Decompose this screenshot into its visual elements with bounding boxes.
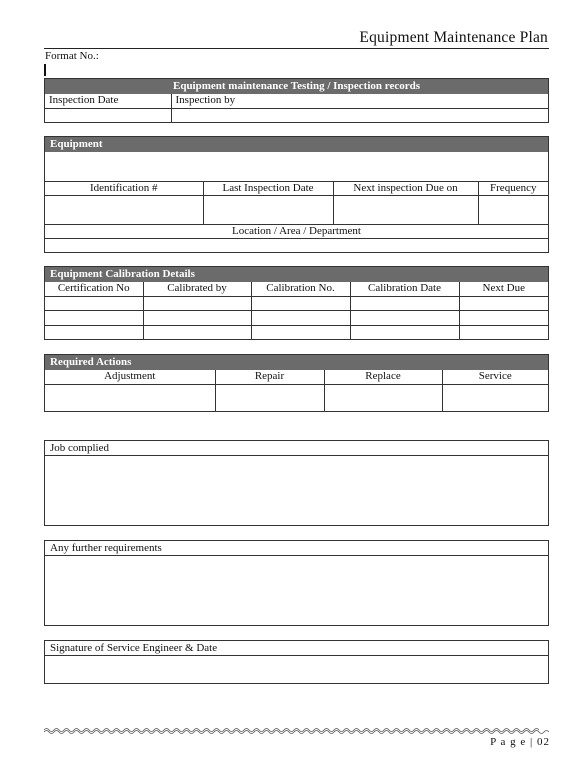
document-title: Equipment Maintenance Plan — [359, 29, 548, 46]
signature-section — [44, 640, 549, 684]
identification-column: Identification # — [45, 181, 203, 195]
equipment-table — [45, 152, 548, 252]
calibrated-by-column: Calibrated by — [143, 282, 251, 296]
table-cell[interactable] — [143, 296, 251, 310]
adjustment-column: Adjustment — [45, 370, 215, 384]
table-cell[interactable] — [251, 296, 350, 310]
replace-column: Replace — [324, 370, 442, 384]
job-complied-label: Job complied — [45, 441, 548, 456]
next-inspection-column: Next inspection Due on — [333, 181, 478, 195]
calibration-date-column: Calibration Date — [350, 282, 459, 296]
calibration-section — [44, 266, 549, 340]
table-cell[interactable] — [350, 325, 459, 339]
last-inspection-field[interactable] — [203, 195, 333, 224]
table-row — [45, 310, 548, 325]
equipment-header: Equipment — [45, 137, 548, 152]
page-number: P a g e | 02 — [490, 736, 550, 748]
table-cell[interactable] — [350, 310, 459, 325]
inspection-date-label: Inspection Date — [45, 94, 171, 108]
inspection-records-header: Equipment maintenance Testing / Inspection records — [45, 79, 548, 94]
table-cell[interactable] — [251, 310, 350, 325]
further-requirements-field[interactable] — [45, 556, 548, 625]
inspection-by-field[interactable] — [171, 108, 548, 122]
further-requirements-label: Any further requirements — [45, 541, 548, 556]
required-actions-section — [44, 354, 549, 412]
table-cell[interactable] — [459, 296, 548, 310]
signature-field[interactable] — [45, 656, 548, 683]
inspection-by-label: Inspection by — [171, 94, 548, 108]
further-requirements-section — [44, 540, 549, 626]
table-cell[interactable] — [143, 310, 251, 325]
table-cell[interactable] — [350, 296, 459, 310]
table-cell[interactable] — [251, 325, 350, 339]
inspection-table — [45, 94, 548, 122]
service-column: Service — [442, 370, 548, 384]
repair-field[interactable] — [215, 384, 324, 411]
certification-no-column: Certification No — [45, 282, 143, 296]
inspection-date-field[interactable] — [45, 108, 171, 122]
frequency-column: Frequency — [478, 181, 548, 195]
repair-column: Repair — [215, 370, 324, 384]
calibration-table — [45, 282, 548, 339]
identification-field[interactable] — [45, 195, 203, 224]
location-label: Location / Area / Department — [45, 224, 548, 238]
calibration-no-column: Calibration No. — [251, 282, 350, 296]
replace-field[interactable] — [324, 384, 442, 411]
next-inspection-field[interactable] — [333, 195, 478, 224]
format-no-field[interactable] — [44, 64, 46, 76]
footer-wave-divider — [44, 726, 549, 734]
equipment-name-field[interactable] — [45, 152, 548, 181]
table-cell[interactable] — [459, 310, 548, 325]
required-actions-table — [45, 370, 548, 411]
adjustment-field[interactable] — [45, 384, 215, 411]
frequency-field[interactable] — [478, 195, 548, 224]
required-actions-header: Required Actions — [45, 355, 548, 370]
title-divider — [44, 48, 549, 49]
table-cell[interactable] — [143, 325, 251, 339]
last-inspection-column: Last Inspection Date — [203, 181, 333, 195]
service-field[interactable] — [442, 384, 548, 411]
equipment-section — [44, 136, 549, 253]
table-row — [45, 296, 548, 310]
location-field[interactable] — [45, 238, 548, 252]
job-complied-field[interactable] — [45, 456, 548, 525]
table-cell[interactable] — [45, 325, 143, 339]
signature-label: Signature of Service Engineer & Date — [45, 641, 548, 656]
format-no-label: Format No.: — [45, 50, 99, 62]
next-due-column: Next Due — [459, 282, 548, 296]
inspection-records-section — [44, 78, 549, 123]
calibration-header: Equipment Calibration Details — [45, 267, 548, 282]
table-cell[interactable] — [45, 310, 143, 325]
table-row — [45, 325, 548, 339]
table-cell[interactable] — [45, 296, 143, 310]
table-cell[interactable] — [459, 325, 548, 339]
job-complied-section — [44, 440, 549, 526]
